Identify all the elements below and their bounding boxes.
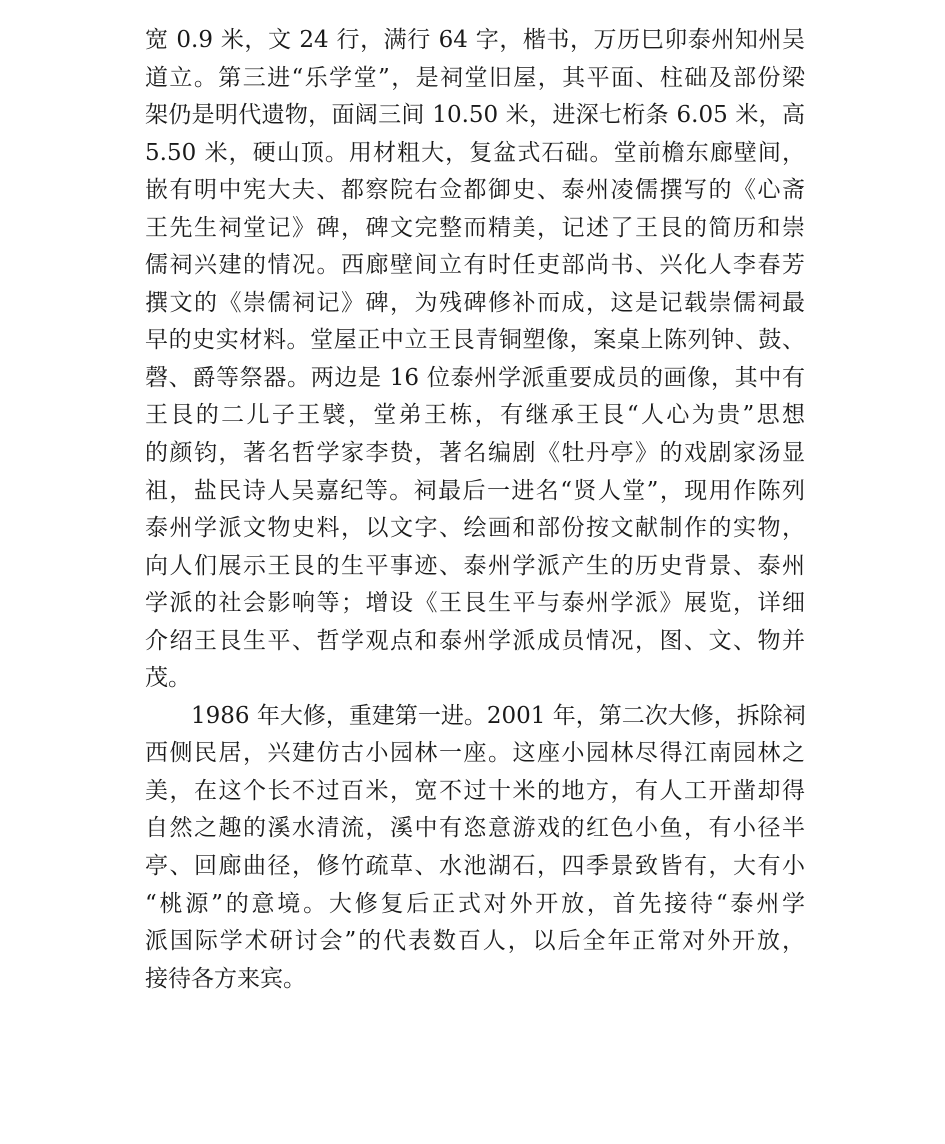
text-line: 磬、爵等祭器。两边是 16 位泰州学派重要成员的画像，其中有 — [145, 364, 805, 391]
text-line: 架仍是明代遗物，面阔三间 10.50 米，进深七桁条 6.05 米，高 — [145, 102, 805, 129]
text-line: 向人们展示王艮的生平事迹、泰州学派产生的历史背景、泰州 — [145, 552, 805, 579]
text-line: 宽 0.9 米，文 24 行，满行 64 字，楷书，万历巳卯泰州知州吴 — [145, 27, 805, 53]
text-line: 撰文的《崇儒祠记》碑，为残碑修补而成，这是记载崇儒祠最 — [145, 289, 805, 316]
text-line: 1986 年大修，重建第一进。2001 年，第二次大修，拆除祠 — [191, 702, 806, 729]
text-line: 儒祠兴建的情况。西廊壁间立有时任吏部尚书、兴化人李春芳 — [145, 252, 805, 279]
text-line: 学派的社会影响等；增设《王艮生平与泰州学派》展览，详细 — [145, 590, 805, 617]
text-line: 早的史实材料。堂屋正中立王艮青铜塑像，案桌上陈列钟、鼓、 — [145, 327, 805, 354]
text-line: 嵌有明中宪大夫、都察院右佥都御史、泰州凌儒撰写的《心斋 — [145, 177, 805, 204]
text-line: 泰州学派文物史料，以文字、绘画和部份按文献制作的实物， — [145, 515, 805, 542]
text-line: 的颜钧，著名哲学家李贽，著名编剧《牡丹亭》的戏剧家汤显 — [145, 440, 805, 467]
text-line: 自然之趣的溪水清流，溪中有恣意游戏的红色小鱼，有小径半 — [145, 815, 805, 842]
text-line: 介绍王艮生平、哲学观点和泰州学派成员情况，图、文、物并 — [145, 627, 805, 654]
text-line: 祖，盐民诗人吴嘉纪等。祠最后一进名“贤人堂”，现用作陈列 — [145, 477, 805, 504]
text-line: 茂。 — [145, 665, 191, 692]
text-line: 派国际学术研讨会”的代表数百人，以后全年正常对外开放， — [145, 928, 805, 955]
text-line: 王艮的二儿子王襞，堂弟王栋，有继承王艮“人心为贵”思想 — [145, 402, 805, 429]
text-line: 接待各方来宾。 — [145, 965, 306, 992]
paragraph-2 — [145, 698, 805, 998]
text-line: “桃源”的意境。大修复后正式对外开放，首先接待“泰州学 — [145, 890, 805, 917]
text-line: 美，在这个长不过百米，宽不过十米的地方，有人工开凿却得 — [145, 777, 805, 804]
article-body — [145, 22, 805, 998]
text-line: 亭、回廊曲径，修竹疏草、水池湖石，四季景致皆有，大有小 — [145, 853, 805, 880]
text-line: 西侧民居，兴建仿古小园林一座。这座小园林尽得江南园林之 — [145, 740, 805, 767]
text-line: 5.50 米，硬山顶。用材粗大，复盆式石础。堂前檐东廊壁间， — [145, 139, 805, 166]
paragraph-1 — [145, 22, 805, 698]
text-line: 道立。第三进“乐学堂”，是祠堂旧屋，其平面、柱础及部份梁 — [145, 64, 805, 91]
text-line: 王先生祠堂记》碑，碑文完整而精美，记述了王艮的简历和崇 — [145, 214, 805, 241]
